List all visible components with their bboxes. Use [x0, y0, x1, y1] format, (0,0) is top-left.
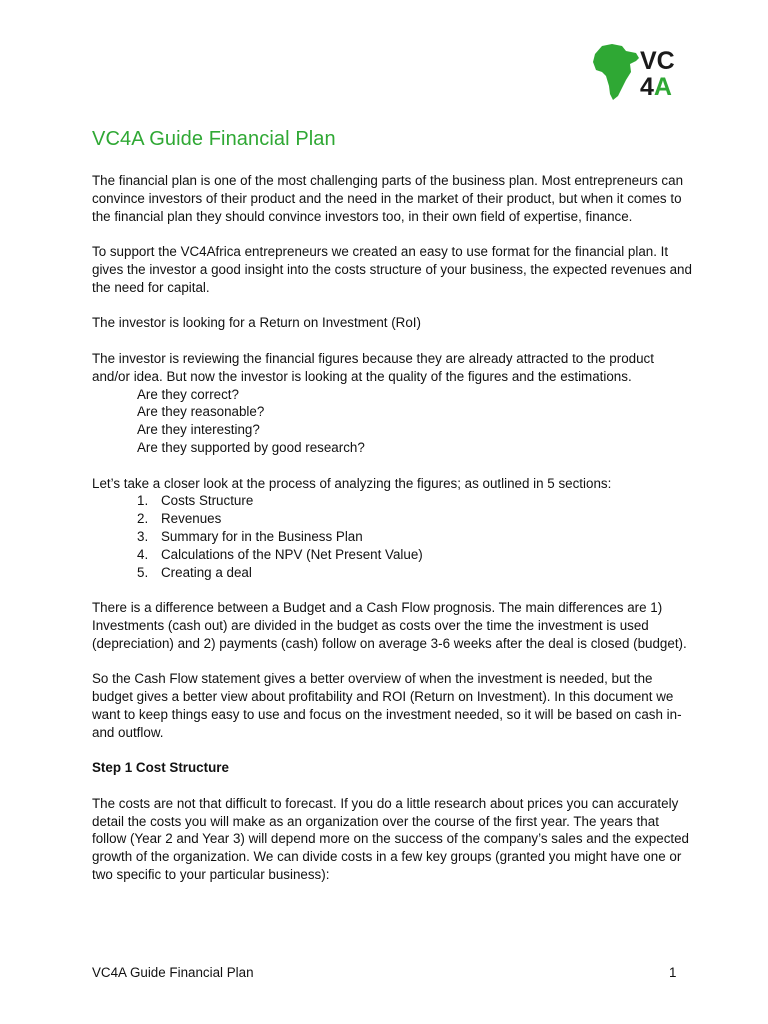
- list-number: 5.: [137, 564, 149, 580]
- sections-list: [92, 492, 692, 581]
- list-item: [92, 564, 692, 582]
- africa-icon: [593, 44, 639, 100]
- paragraph-costs-forecast: The costs are not that difficult to forecast. If you do a little research about prices you can accurately detail the costs you will make as an organization over the course of the first year. The years that follow (Year 2 and Year 3) will depend more on the success of the company’s sales and the expected growth of the organization. We can divide costs in a few key groups (granted you might have one or two specific to your particular business):: [92, 795, 689, 883]
- paragraph-budget-vs-cashflow: There is a difference between a Budget and a Cash Flow prognosis. The main differences are 1) Investments (cash out) are divided in the budget as costs over the time the investment is used (depreciation) and 2) payments (cash) follow on average 3-6 weeks after the deal is closed (budget).: [92, 600, 687, 651]
- list-item: [92, 492, 692, 510]
- list-item: Are they interesting?: [137, 422, 260, 438]
- list-item: Are they reasonable?: [137, 404, 265, 420]
- list-label: Summary for in the Business Plan: [161, 528, 363, 544]
- list-item: Are they supported by good research?: [137, 439, 365, 455]
- step1-heading: Step 1 Cost Structure: [92, 760, 229, 776]
- logo-text-vc: VC: [640, 47, 675, 75]
- document-body: [92, 172, 692, 902]
- page-title: VC4A Guide Financial Plan: [92, 128, 336, 150]
- list-number: 3.: [137, 528, 149, 544]
- paragraph-reviewing: The investor is reviewing the financial figures because they are already attracted to the product and/or idea. But now the investor is looking at the quality of the figures and the estimations.: [92, 350, 654, 384]
- list-item: Are they correct?: [137, 386, 239, 402]
- page-number: 1: [669, 965, 677, 980]
- paragraph-closer-look: Let’s take a closer look at the process of analyzing the figures; as outlined in 5 sections:: [92, 475, 612, 491]
- questions-list: [92, 386, 692, 457]
- list-item: [92, 510, 692, 528]
- vc4a-logo: [592, 42, 682, 102]
- list-label: Costs Structure: [161, 493, 254, 509]
- paragraph-support: To support the VC4Africa entrepreneurs we created an easy to use format for the financial plan. It gives the investor a good insight into the costs structure of your business, the expected revenues and the need for capital.: [92, 244, 692, 295]
- list-number: 1.: [137, 493, 149, 509]
- list-item: [92, 546, 692, 564]
- list-number: 4.: [137, 546, 149, 562]
- list-label: Calculations of the NPV (Net Present Value): [161, 546, 423, 562]
- list-item: [92, 528, 692, 546]
- logo-text-4a: 4A: [640, 73, 672, 101]
- paragraph-cashflow-statement: So the Cash Flow statement gives a better overview of when the investment is needed, but the budget gives a better view about profitability and ROI (Return on Investment). In this document we want to keep things easy to use and focus on the investment needed, so it will be based on cash in-and outflow.: [92, 671, 682, 740]
- list-number: 2.: [137, 511, 149, 527]
- list-label: Creating a deal: [161, 564, 252, 580]
- list-label: Revenues: [161, 511, 222, 527]
- paragraph-roi: The investor is looking for a Return on Investment (RoI): [92, 315, 421, 331]
- footer-title: VC4A Guide Financial Plan: [92, 965, 254, 980]
- paragraph-intro: The financial plan is one of the most challenging parts of the business plan. Most entrepreneurs can convince investors of their product and the need in the market of their product, but when it comes to the financial plan they should convince investors too, in their own field of expertise, finance.: [92, 173, 684, 224]
